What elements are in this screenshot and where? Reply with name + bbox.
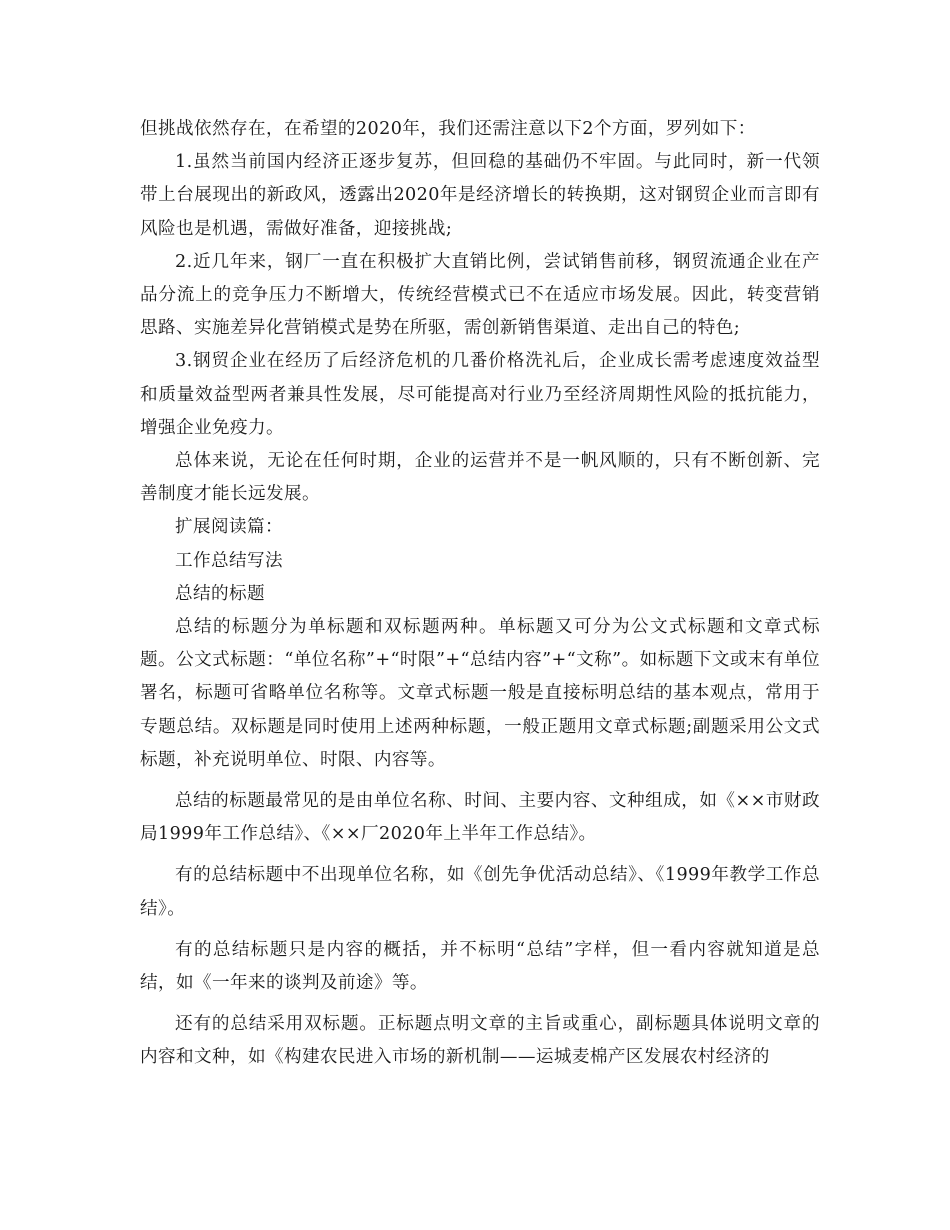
spacer (140, 1000, 820, 1008)
section-heading-extended-reading: 扩展阅读篇： (175, 517, 283, 538)
paragraph-intro: 但挑战依然存在，在希望的2020年，我们还需注意以下2个方面，罗列如下： (140, 119, 756, 139)
document-body (140, 113, 820, 1075)
section-heading-writing-method: 工作总结写法 (175, 550, 283, 571)
spacer (140, 926, 820, 934)
paragraph-title-types: 总结的标题分为单标题和双标题两种。单标题又可分为公文式标题和文章式标题。公文式标题：“单位名称”+“时限”+“总结内容”+“文称”。如标题下文或末有单位署名，标题可省略单位名称等。文章式标题一般是直接标明总结的基本观点，常用于专题总结。双标题是同时使用上述两种标题，一般正题用文章式标题;副题采用公文式标题，补充说明单位、时限、内容等。 (140, 617, 820, 770)
paragraph-conclusion: 总体来说，无论在任何时期，企业的运营并不是一帆风顺的，只有不断创新、完善制度才能长远发展。 (140, 451, 820, 505)
section-heading-title: 总结的标题 (175, 583, 265, 604)
paragraph-title-summary-only: 有的总结标题只是内容的概括，并不标明“总结”字样，但一看内容就知道是总结，如《一年来的谈判及前途》等。 (140, 939, 820, 994)
paragraph-title-common: 总结的标题最常见的是由单位名称、时间、主要内容、文种组成，如《××市财政局1999年工作总结》、《××厂2020年上半年工作总结》。 (140, 791, 820, 845)
spacer (140, 851, 820, 859)
paragraph-point-3: 3.钢贸企业在经历了后经济危机的几番价格洗礼后，企业成长需考虑速度效益型和质量效益型两者兼具性发展，尽可能提高对行业乃至经济周期性风险的抵抗能力，增强企业免疫力。 (140, 351, 820, 438)
paragraph-point-1: 1.虽然当前国内经济正逐步复苏，但回稳的基础仍不牢固。与此同时，新一代领带上台展现出的新政风，透露出2020年是经济增长的转换期，这对钢贸企业而言即有风险也是机遇，需做好准备，迎接挑战; (140, 152, 820, 239)
paragraph-double-title: 还有的总结采用双标题。正标题点明文章的主旨或重心，副标题具体说明文章的内容和文种，如《构建农民进入市场的新机制——运城麦棉产区发展农村经济的 (140, 1014, 820, 1068)
paragraph-point-2: 2.近几年来，钢厂一直在积极扩大直销比例，尝试销售前移，钢贸流通企业在产品分流上的竞争压力不断增大，传统经营模式已不在适应市场发展。因此，转变营销思路、实施差异化营销模式是势在所驱，需创新销售渠道、走出自己的特色; (140, 251, 820, 339)
spacer (140, 777, 820, 785)
paragraph-title-no-unit: 有的总结标题中不出现单位名称，如《创先争优活动总结》、《1999年教学工作总结》。 (140, 865, 820, 919)
